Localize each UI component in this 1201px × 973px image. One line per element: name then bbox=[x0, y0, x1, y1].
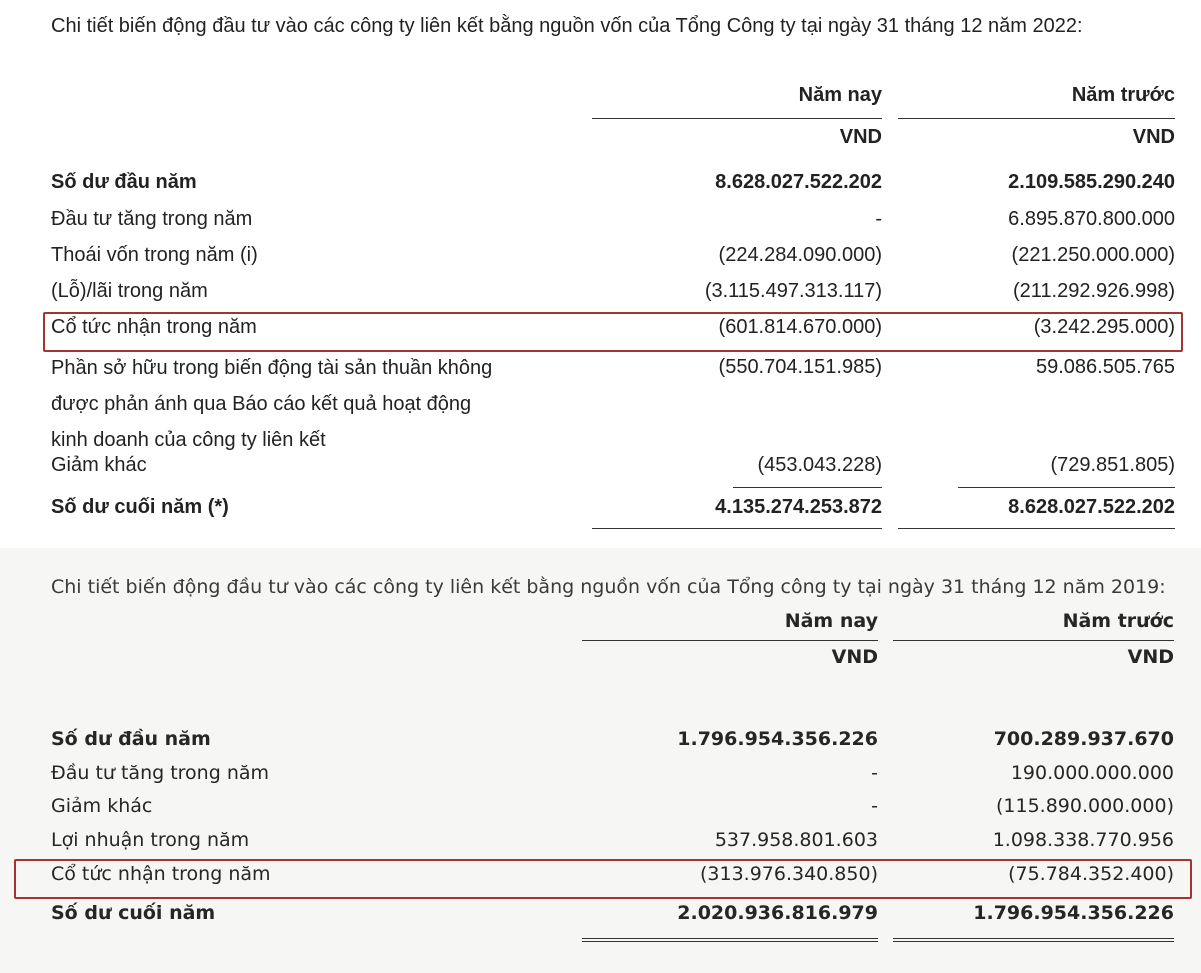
value-previous: 700.289.937.670 bbox=[993, 728, 1174, 750]
value-current: (601.814.670.000) bbox=[718, 316, 882, 338]
value-current: (453.043.228) bbox=[757, 454, 882, 476]
total-underline bbox=[898, 528, 1175, 529]
row-label: Cổ tức nhận trong năm bbox=[51, 863, 271, 885]
table-row bbox=[0, 454, 1201, 490]
table-row bbox=[0, 795, 1201, 831]
header-underline bbox=[592, 118, 882, 119]
total-underline bbox=[893, 938, 1174, 939]
total-underline bbox=[582, 941, 878, 942]
row-label: Số dư đầu năm bbox=[51, 171, 197, 193]
value-current: 537.958.801.603 bbox=[714, 829, 878, 851]
row-label-line-3: kinh doanh của công ty liên kết bbox=[51, 429, 326, 451]
value-previous: (211.292.926.998) bbox=[1013, 280, 1175, 302]
table-row bbox=[0, 280, 1201, 316]
subtotal-line bbox=[733, 487, 882, 488]
section-2019 bbox=[0, 548, 1201, 973]
row-label: Lợi nhuận trong năm bbox=[51, 829, 250, 851]
section-intro: Chi tiết biến động đầu tư vào các công ty liên kết bằng nguồn vốn của Tổng Công ty tại ngày 31 tháng 12 năm 2022: bbox=[51, 15, 1083, 37]
col-header-previous: Năm trước bbox=[1071, 84, 1175, 106]
row-label: Số dư cuối năm bbox=[51, 902, 216, 924]
value-previous: 6.895.870.800.000 bbox=[1008, 208, 1175, 230]
row-label: Đầu tư tăng trong năm bbox=[51, 762, 270, 784]
table-row bbox=[0, 208, 1201, 244]
row-label: Số dư cuối năm (*) bbox=[51, 496, 229, 518]
value-current: (313.976.340.850) bbox=[699, 863, 878, 885]
value-current: (550.704.151.985) bbox=[718, 356, 882, 378]
table-row bbox=[0, 171, 1201, 207]
table-row bbox=[0, 316, 1201, 352]
currency-previous: VND bbox=[1127, 646, 1174, 668]
table-row bbox=[0, 496, 1201, 532]
row-label: Cổ tức nhận trong năm bbox=[51, 316, 257, 338]
value-current: - bbox=[871, 795, 878, 817]
row-label: Đầu tư tăng trong năm bbox=[51, 208, 253, 230]
value-current: 4.135.274.253.872 bbox=[715, 496, 882, 518]
header-underline bbox=[582, 640, 878, 641]
value-previous: (3.242.295.000) bbox=[1033, 316, 1175, 338]
col-header-current: Năm nay bbox=[784, 610, 878, 632]
value-previous: 1.796.954.356.226 bbox=[973, 902, 1174, 924]
total-underline bbox=[893, 941, 1174, 942]
row-label-line-1: Phần sở hữu trong biến động tài sản thuần không bbox=[51, 357, 493, 379]
value-current: 8.628.027.522.202 bbox=[715, 171, 882, 193]
value-current: (3.115.497.313.117) bbox=[704, 280, 882, 302]
row-label: (Lỗ)/lãi trong năm bbox=[51, 280, 208, 302]
table-row bbox=[0, 728, 1201, 764]
total-underline bbox=[582, 938, 878, 939]
value-current: 1.796.954.356.226 bbox=[677, 728, 878, 750]
section-intro: Chi tiết biến động đầu tư vào các công ty liên kết bằng nguồn vốn của Tổng công ty tại ngày 31 tháng 12 năm 2019: bbox=[51, 576, 1166, 598]
value-previous: 190.000.000.000 bbox=[1010, 762, 1174, 784]
row-label: Giảm khác bbox=[51, 454, 147, 476]
header-underline bbox=[898, 118, 1175, 119]
value-previous: (221.250.000.000) bbox=[1011, 244, 1175, 266]
value-current: - bbox=[875, 208, 882, 230]
table-row bbox=[0, 762, 1201, 798]
total-underline bbox=[592, 528, 882, 529]
table-row bbox=[0, 863, 1201, 899]
value-previous: (75.784.352.400) bbox=[1008, 863, 1174, 885]
value-previous: 2.109.585.290.240 bbox=[1008, 171, 1175, 193]
value-previous: 8.628.027.522.202 bbox=[1008, 496, 1175, 518]
value-current: (224.284.090.000) bbox=[718, 244, 882, 266]
table-row bbox=[0, 350, 1201, 458]
subtotal-line bbox=[958, 487, 1175, 488]
col-header-previous: Năm trước bbox=[1062, 610, 1174, 632]
value-previous: 1.098.338.770.956 bbox=[992, 829, 1174, 851]
header-underline bbox=[893, 640, 1174, 641]
row-label: Thoái vốn trong năm (i) bbox=[51, 244, 258, 266]
row-label: Giảm khác bbox=[51, 795, 153, 817]
row-label: Số dư đầu năm bbox=[51, 728, 211, 750]
currency-previous: VND bbox=[1132, 126, 1175, 148]
value-previous: (115.890.000.000) bbox=[995, 795, 1174, 817]
value-previous: 59.086.505.765 bbox=[1035, 356, 1175, 378]
row-label-line-2: được phản ánh qua Báo cáo kết quả hoạt động bbox=[51, 393, 472, 415]
col-header-current: Năm nay bbox=[798, 84, 882, 106]
value-current: 2.020.936.816.979 bbox=[677, 902, 878, 924]
value-previous: (729.851.805) bbox=[1050, 454, 1175, 476]
currency-current: VND bbox=[839, 126, 882, 148]
value-current: - bbox=[871, 762, 878, 784]
currency-current: VND bbox=[831, 646, 878, 668]
table-row bbox=[0, 244, 1201, 280]
table-row bbox=[0, 902, 1201, 938]
